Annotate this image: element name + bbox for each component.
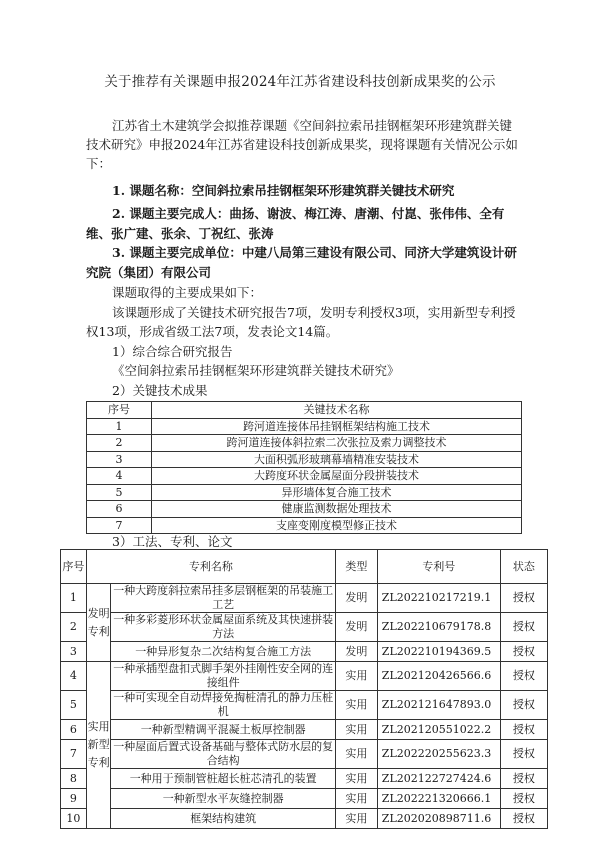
row-number: 8 <box>61 769 87 789</box>
patent-status: 授权 <box>500 809 547 829</box>
patent-number: ZL202121647893.0 <box>377 691 500 720</box>
table-row <box>61 720 548 740</box>
patent-status: 授权 <box>500 662 547 691</box>
table-row <box>87 418 522 435</box>
patent-name: 框架结构建筑 <box>111 809 335 829</box>
row-number: 10 <box>61 809 87 829</box>
key-tech-table <box>86 401 522 534</box>
patent-type: 实用 <box>335 769 377 789</box>
tech-name: 大面积弧形玻璃幕墙精准安装技术 <box>152 451 522 468</box>
results-summary: 该课题形成了关键技术研究报告7项，发明专利授权3项，实用新型专利授权13项，形成省级工法7项，发表论文14篇。 <box>86 305 516 339</box>
patent-type: 发明 <box>335 584 377 613</box>
patent-status: 授权 <box>500 720 547 740</box>
table-row <box>87 501 522 518</box>
row-number: 9 <box>61 789 87 809</box>
patent-status: 授权 <box>500 769 547 789</box>
patent-name: 一种新型水平灰缝控制器 <box>111 789 335 809</box>
table-row <box>61 740 548 769</box>
patent-type: 发明 <box>335 642 377 662</box>
table-row <box>61 613 548 642</box>
table-row <box>61 809 548 829</box>
patent-status: 授权 <box>500 740 547 769</box>
row-number: 7 <box>61 740 87 769</box>
row-number: 2 <box>87 435 152 452</box>
table-row <box>61 769 548 789</box>
row-number: 3 <box>87 451 152 468</box>
row-number: 1 <box>87 418 152 435</box>
category-utility: 实用新型专利 <box>86 662 111 829</box>
patent-name: 一种用于预制管桩超长桩芯清孔的装置 <box>111 769 335 789</box>
column-header: 专利名称 <box>86 550 335 584</box>
row-number: 4 <box>61 662 87 691</box>
table-row <box>61 691 548 720</box>
row-number: 1 <box>61 584 87 613</box>
patent-number: ZL202210679178.8 <box>377 613 500 642</box>
column-header: 状态 <box>500 550 547 584</box>
column-header: 关键技术名称 <box>152 402 522 419</box>
report-title: 《空间斜拉索吊挂钢框架环形建筑群关键技术研究》 <box>112 363 400 378</box>
column-header: 类型 <box>335 550 377 584</box>
patent-number: ZL202020898711.6 <box>377 809 500 829</box>
patent-type: 实用 <box>335 789 377 809</box>
patent-number: ZL202122727424.6 <box>377 769 500 789</box>
row-number: 5 <box>87 484 152 501</box>
document-title: 关于推荐有关课题申报2024年江苏省建设科技创新成果奖的公示 <box>104 74 496 90</box>
patent-number: ZL202120426566.6 <box>377 662 500 691</box>
patent-type: 实用 <box>335 720 377 740</box>
tech-name: 大跨度环状金属屋面分段拼装技术 <box>152 468 522 485</box>
row-number: 6 <box>87 501 152 518</box>
patent-status: 授权 <box>500 691 547 720</box>
table-row <box>61 789 548 809</box>
patent-type: 实用 <box>335 662 377 691</box>
row-number: 4 <box>87 468 152 485</box>
table-header-row <box>87 402 522 419</box>
patent-name: 一种新型精调平混凝土板厚控制器 <box>111 720 335 740</box>
patent-type: 实用 <box>335 691 377 720</box>
column-header: 专利号 <box>377 550 500 584</box>
row-number: 2 <box>61 613 87 642</box>
patent-status: 授权 <box>500 642 547 662</box>
table-row <box>61 642 548 662</box>
patent-type: 发明 <box>335 613 377 642</box>
patent-type: 实用 <box>335 809 377 829</box>
patent-name: 一种可实现全自动焊接免掏桩清孔的静力压桩机 <box>111 691 335 720</box>
column-header: 序号 <box>61 550 87 584</box>
tech-name: 跨河道连接体吊挂钢框架结构施工技术 <box>152 418 522 435</box>
patent-name: 一种屋面后置式设备基础与整体式防水层的复合结构 <box>111 740 335 769</box>
table-row <box>61 584 548 613</box>
table-row <box>87 484 522 501</box>
tech-name: 健康监测数据处理技术 <box>152 501 522 518</box>
patent-status: 授权 <box>500 789 547 809</box>
row-number: 7 <box>87 517 152 534</box>
patent-name: 一种大跨度斜拉索吊挂多层钢框架的吊装施工工艺 <box>111 584 335 613</box>
column-header: 序号 <box>87 402 152 419</box>
tech-name: 异形墙体复合施工技术 <box>152 484 522 501</box>
section-2-heading: 2）关键技术成果 <box>112 383 208 398</box>
category-invention: 发明专利 <box>86 584 111 662</box>
project-people: 2. 课题主要完成人：曲扬、谢波、梅江涛、唐潮、付崑、张伟伟、全有维、张广建、张余、丁祝红、张涛 <box>86 206 505 241</box>
intro-paragraph: 江苏省土木建筑学会拟推荐课题《空间斜拉索吊挂钢框架环形建筑群关键技术研究》申报2024年江苏省建设科技创新成果奖，现将课题有关情况公示如下： <box>86 118 518 171</box>
patent-number: ZL202220255623.3 <box>377 740 500 769</box>
patent-name: 一种异形复杂二次结构复合施工方法 <box>111 642 335 662</box>
table-row <box>61 662 548 691</box>
table-row <box>87 435 522 452</box>
patent-name: 一种多彩菱形环状金属屋面系统及其快速拼装方法 <box>111 613 335 642</box>
patent-number: ZL202210217219.1 <box>377 584 500 613</box>
table-row <box>87 451 522 468</box>
row-number: 6 <box>61 720 87 740</box>
row-number: 5 <box>61 691 87 720</box>
patent-status: 授权 <box>500 584 547 613</box>
patent-status: 授权 <box>500 613 547 642</box>
patent-table <box>60 549 548 829</box>
patent-name: 一种承插型盘扣式脚手架外挂刚性安全网的连接组件 <box>111 662 335 691</box>
table-header-row <box>61 550 548 584</box>
row-number: 3 <box>61 642 87 662</box>
project-units: 3. 课题主要完成单位：中建八局第三建设有限公司、同济大学建筑设计研究院（集团）有限公司 <box>86 245 517 280</box>
table-row <box>87 468 522 485</box>
project-name: 1. 课题名称：空间斜拉索吊挂钢框架环形建筑群关键技术研究 <box>112 183 455 198</box>
patent-number: ZL202221320666.1 <box>377 789 500 809</box>
patent-type: 实用 <box>335 740 377 769</box>
tech-name: 支座变刚度模型修正技术 <box>152 517 522 534</box>
section-3-heading: 3）工法、专利、论文 <box>112 534 233 549</box>
main-results-label: 课题取得的主要成果如下： <box>112 285 263 300</box>
tech-name: 跨河道连接体斜拉索二次张拉及索力调整技术 <box>152 435 522 452</box>
section-1-heading: 1）综合综合研究报告 <box>112 344 233 359</box>
patent-number: ZL202120551022.2 <box>377 720 500 740</box>
patent-number: ZL202210194369.5 <box>377 642 500 662</box>
